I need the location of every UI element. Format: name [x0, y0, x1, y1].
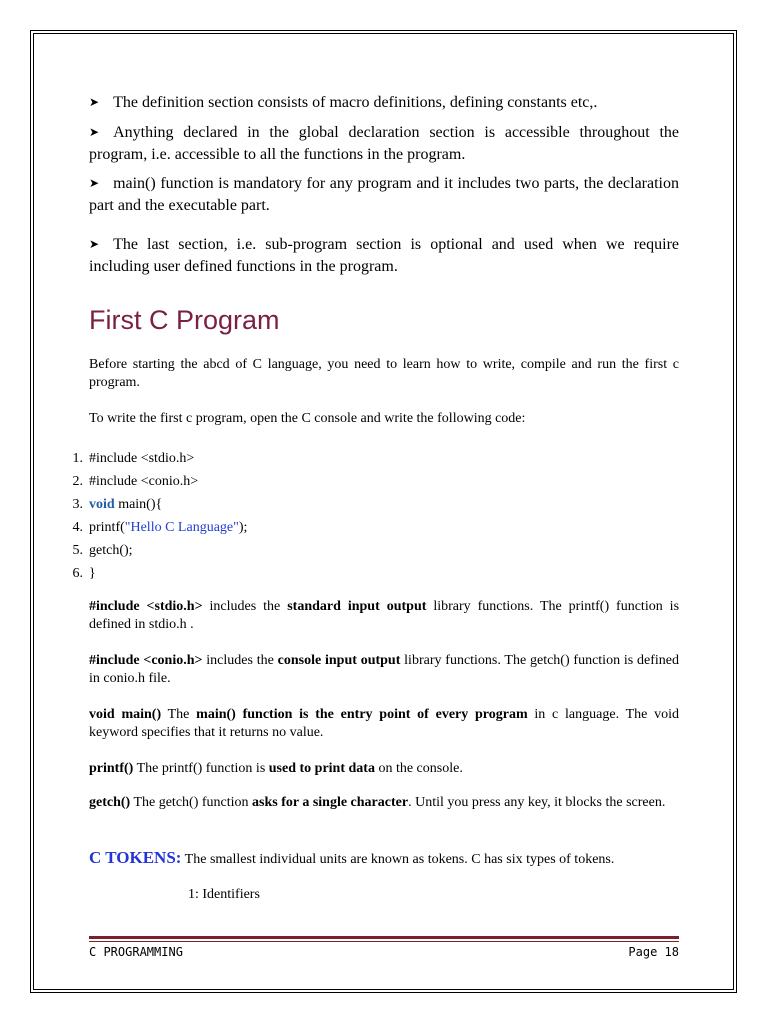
- bullet-text: main() function is mandatory for any program and it includes two parts, the declaration part and the executable part.: [89, 175, 679, 214]
- code-text: );: [238, 520, 248, 535]
- term-bold: void main(): [89, 707, 162, 722]
- explanation-getch: [89, 794, 679, 812]
- bullet-text: The definition section consists of macro definitions, defining constants etc,.: [113, 94, 598, 111]
- term-bold: getch(): [89, 795, 131, 810]
- line-number: 2.: [72, 474, 83, 489]
- footer-title: C PROGRAMMING: [89, 945, 183, 959]
- explanation-text: includes the: [202, 653, 278, 668]
- line-number: 5.: [72, 543, 83, 558]
- term-bold: console input output: [277, 653, 401, 668]
- token-item-identifiers: 1: Identifiers: [188, 887, 260, 902]
- term-bold: asks for a single character: [252, 795, 409, 810]
- term-bold: printf(): [89, 761, 134, 776]
- explanation-conio: [89, 652, 679, 688]
- instruction-paragraph: To write the first c program, open the C console and write the following code:: [89, 411, 526, 426]
- explanation-text: . Until you press any key, it blocks the screen.: [408, 795, 666, 810]
- code-text: #include <stdio.h>: [89, 451, 195, 466]
- bullet-global-declaration: [89, 122, 679, 166]
- code-text: getch();: [89, 543, 133, 558]
- line-number: 3.: [72, 497, 83, 512]
- term-bold: #include <conio.h>: [89, 653, 203, 668]
- code-string: "Hello C Language": [124, 520, 239, 535]
- explanation-main: [89, 706, 679, 742]
- bullet-definition-section: [89, 92, 679, 114]
- term-bold: used to print data: [268, 761, 375, 776]
- explanation-text: library functions. The printf() function is defined in stdio.h .: [89, 599, 680, 632]
- line-number: 1.: [72, 451, 83, 466]
- section-heading: First C Program: [89, 305, 280, 335]
- explanation-text: The: [161, 707, 197, 722]
- code-text: }: [89, 566, 96, 581]
- explanation-printf: [89, 760, 679, 778]
- arrow-bullet-icon: ➤: [89, 237, 100, 251]
- bullet-text: Anything declared in the global declaration section is accessible throughout the program, i.e. accessible to all the functions in the program.: [89, 124, 679, 163]
- code-line: [72, 450, 679, 468]
- code-line: [72, 565, 679, 583]
- arrow-bullet-icon: ➤: [89, 95, 100, 109]
- page-number: Page 18: [628, 945, 679, 959]
- bullet-text: The last section, i.e. sub-program section is optional and used when we require including user defined functions in the program.: [89, 236, 679, 275]
- bullet-sub-program: [89, 234, 679, 278]
- code-line: [72, 496, 679, 514]
- explanation-text: library functions. The getch() function is defined in conio.h file.: [89, 653, 679, 686]
- bullet-main-function: [89, 173, 679, 217]
- explanation-text: on the console.: [374, 761, 463, 776]
- arrow-bullet-icon: ➤: [89, 176, 100, 190]
- explanation-text: The getch() function: [130, 795, 253, 810]
- explanation-stdio: [89, 598, 679, 634]
- arrow-bullet-icon: ➤: [89, 125, 100, 139]
- term-bold: main() function is the entry point of every program: [196, 707, 528, 722]
- c-tokens-text: The smallest individual units are known as tokens. C has six types of tokens.: [181, 852, 615, 867]
- code-text: #include <conio.h>: [89, 474, 199, 489]
- c-tokens-paragraph: [89, 849, 689, 869]
- line-number: 6.: [72, 566, 83, 581]
- footer-rule-thick: [89, 936, 679, 939]
- footer-rule-thin: [89, 941, 679, 942]
- intro-paragraph: Before starting the abcd of C language, you need to learn how to write, compile and run the first c program.: [89, 357, 679, 390]
- term-bold: standard input output: [287, 599, 427, 614]
- line-number: 4.: [72, 520, 83, 535]
- code-listing: [72, 450, 679, 583]
- explanation-text: includes the: [202, 599, 288, 614]
- c-tokens-title: C TOKENS:: [89, 848, 182, 867]
- code-line: [72, 473, 679, 491]
- code-line: [72, 542, 679, 560]
- term-bold: #include <stdio.h>: [89, 599, 203, 614]
- code-text: main(){: [114, 497, 163, 512]
- explanation-text: The printf() function is: [133, 761, 269, 776]
- code-line: [72, 519, 679, 537]
- code-keyword: void: [89, 497, 115, 512]
- explanation-text: in c language. The void keyword specifies that it returns no value.: [89, 707, 679, 740]
- code-text: printf(: [89, 520, 125, 535]
